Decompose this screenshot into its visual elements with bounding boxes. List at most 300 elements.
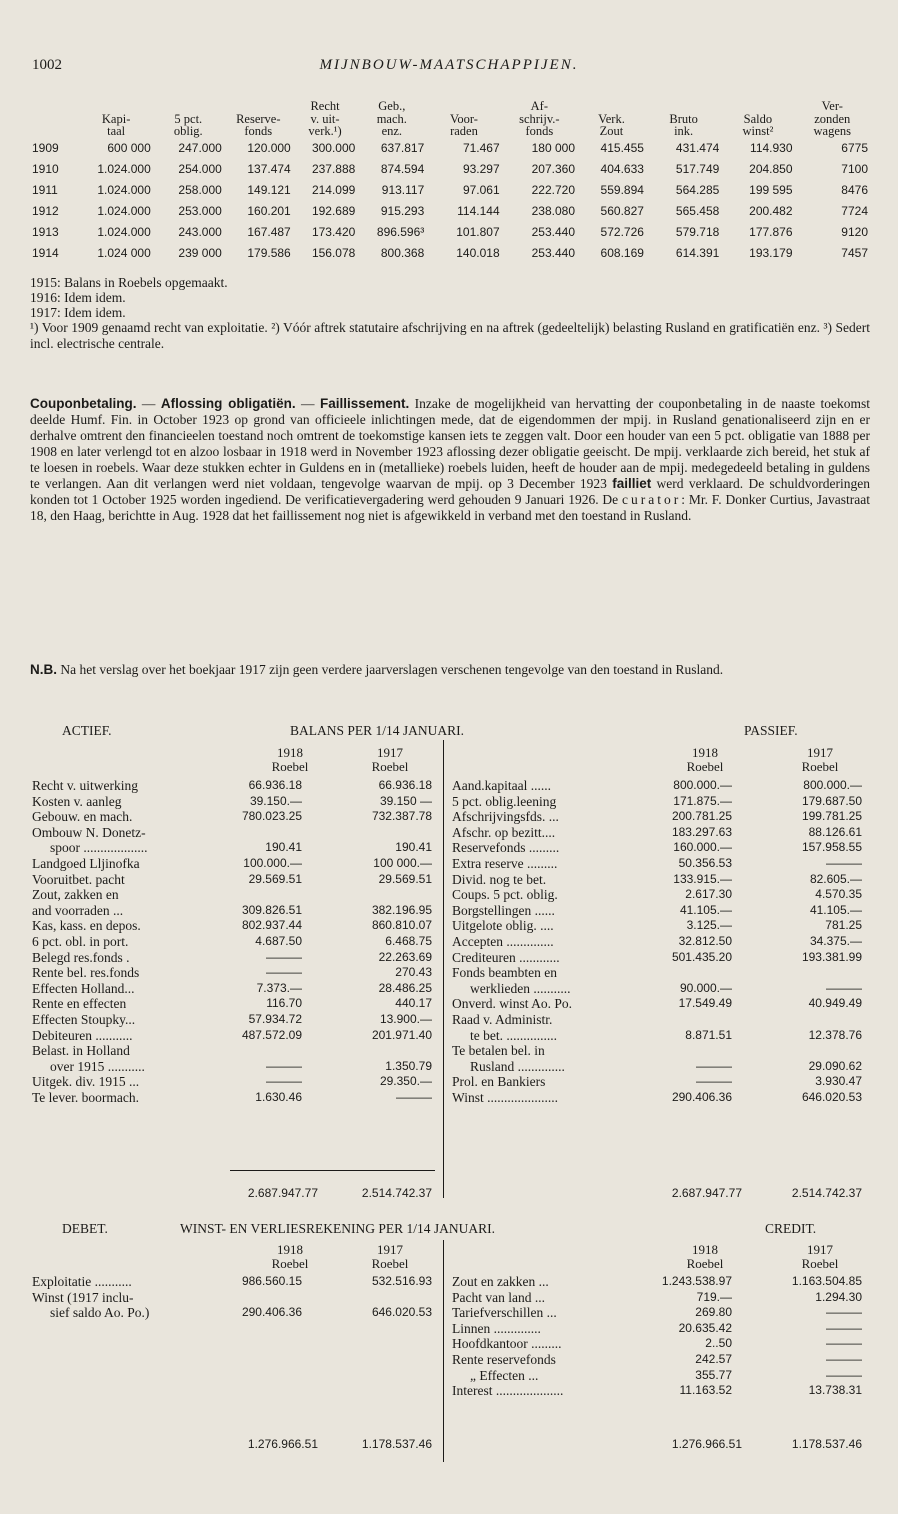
ledger-value-1917: ——— — [826, 1320, 862, 1335]
ledger-value-1918: 2.617.30 — [685, 887, 732, 902]
ledger-value-1918: 1.243.538.97 — [661, 1274, 732, 1288]
table-cell: 1.024.000 — [97, 224, 151, 239]
table-cell: 600 000 — [107, 140, 151, 155]
ledger-value-1917: 13.738.31 — [808, 1383, 862, 1398]
balance-divider — [443, 740, 444, 1198]
ledger-value-1918: 50.356.53 — [678, 855, 732, 870]
ledger-row — [452, 1384, 862, 1400]
ledger-value-1918: 3.125.— — [686, 918, 732, 933]
ledger-row — [452, 951, 862, 967]
ledger-row — [452, 873, 862, 889]
table-cell: 560.827 — [600, 203, 644, 218]
ledger-label: Aand.kapitaal ...... — [452, 778, 551, 793]
ledger-value-1918: 290.406.36 — [671, 1089, 732, 1104]
column-header: Recht v. uit- verk.¹) — [308, 99, 342, 138]
table-cell: 253.440 — [531, 245, 576, 260]
heading-aflossing: Aflossing obligatiën. — [160, 396, 296, 411]
balance-left-total-1917: 2.514.742.37 — [361, 1186, 432, 1200]
ledger-label: Winst ..................... — [452, 1089, 558, 1105]
column-header: Bruto ink. — [669, 111, 698, 138]
ledger-value-1917: ——— — [826, 1351, 862, 1366]
ledger-label: te bet. ............... — [470, 1027, 557, 1043]
ledger-row — [452, 904, 862, 920]
ledger-label: Rente reservefonds — [452, 1351, 556, 1367]
ledger-row — [452, 966, 862, 982]
ledger-value-1918: 4.687.50 — [255, 933, 302, 948]
ledger-row — [32, 1013, 432, 1029]
balance-left-total-rule — [230, 1170, 435, 1171]
ledger-row — [452, 841, 862, 857]
table-cell: 114.930 — [750, 140, 793, 155]
ledger-label: Ombouw N. Donetz- — [32, 824, 146, 840]
ledger-row — [452, 997, 862, 1013]
ledger-label: Belast. in Holland — [32, 1043, 130, 1059]
column-header: Kapi- taal — [101, 111, 131, 138]
ledger-value-1918: 780.023.25 — [241, 809, 302, 824]
debet-label: DEBET. — [62, 1221, 108, 1236]
table-cell: 156.078 — [311, 245, 356, 260]
ledger-label: Crediteuren ............ — [452, 949, 560, 965]
column-header: Voor- raden — [449, 111, 478, 138]
table-cell: 239 000 — [178, 245, 222, 260]
ledger-row — [32, 1044, 432, 1060]
ledger-value-1918: 2..50 — [705, 1336, 732, 1351]
table-cell: 114.144 — [457, 203, 500, 218]
ledger-value-1917: 13.900.— — [379, 1011, 432, 1026]
ledger-label: Divid. nog te bet. — [452, 871, 547, 887]
ledger-value-1918: 183.297.63 — [671, 824, 732, 839]
ledger-row — [452, 935, 862, 951]
pl-left-total-1917: 1.178.537.46 — [361, 1437, 432, 1451]
ledger-value-1917: 39.150 — — [379, 793, 432, 808]
year-cell: 1909 — [32, 140, 59, 155]
ledger-row — [452, 888, 862, 904]
ledger-label: werklieden ........... — [470, 980, 571, 996]
pl-title: WINST- EN VERLIESREKENING PER 1/14 JANUARI. — [180, 1221, 495, 1236]
ledger-label: Raad v. Administr. — [452, 1011, 553, 1027]
balance-liabilities — [452, 779, 862, 1106]
ledger-value-1918: 8.871.51 — [685, 1027, 732, 1042]
column-header: Geb., mach. enz. — [376, 99, 407, 138]
ledger-label: 6 pct. obl. in port. — [32, 933, 129, 949]
pl-credit-rows — [452, 1275, 862, 1400]
ledger-row — [452, 795, 862, 811]
table-row — [30, 180, 870, 201]
table-row — [30, 138, 870, 159]
column-header: Reserve- fonds — [236, 111, 281, 138]
ledger-label: Te betalen bel. in — [452, 1043, 545, 1059]
ledger-value-1918: 1.630.46 — [255, 1089, 302, 1104]
ledger-value-1918: 29.569.51 — [248, 871, 302, 886]
ledger-label: Zout, zakken en — [32, 887, 119, 903]
ledger-row — [32, 1029, 432, 1045]
ledger-value-1918: 501.435.20 — [671, 949, 732, 964]
ledger-value-1917: ——— — [826, 980, 862, 995]
table-cell: 193.179 — [749, 245, 793, 260]
ledger-value-1917: 1.350.79 — [385, 1058, 432, 1073]
ledger-label: Effecten Stoupky... — [32, 1011, 136, 1027]
ledger-value-1917: 29.090.62 — [808, 1058, 862, 1073]
ledger-value-1917: 28.486.25 — [378, 980, 432, 995]
ledger-label: Reservefonds ......... — [452, 840, 560, 856]
ledger-row — [32, 810, 432, 826]
table-cell: 8476 — [841, 182, 868, 197]
heading-faillissement: Faillissement. — [319, 396, 410, 411]
table-cell: 237.888 — [311, 161, 356, 176]
ledger-value-1918: 66.936.18 — [248, 778, 302, 792]
ledger-value-1917: 270.43 — [395, 965, 432, 980]
ledger-label: „ Effecten ... — [470, 1367, 539, 1383]
ledger-label: Extra reserve ......... — [452, 855, 558, 871]
ledger-label: Linnen .............. — [452, 1320, 541, 1336]
balance-left-total-1918: 2.687.947.77 — [247, 1186, 318, 1200]
ledger-value-1917: ——— — [826, 855, 862, 870]
balance-title: BALANS PER 1/14 JANUARI. — [290, 723, 465, 738]
year-note: 1917: Idem idem. — [30, 304, 126, 320]
table-cell: 200.482 — [749, 203, 793, 218]
ledger-value-1917: 3.930.47 — [815, 1074, 862, 1089]
ledger-value-1917: 157.958.55 — [801, 840, 862, 855]
table-cell: 431.474 — [675, 140, 720, 155]
ledger-row — [32, 841, 432, 857]
ledger-value-1918: ——— — [266, 1058, 302, 1073]
ledger-value-1917: ——— — [826, 1336, 862, 1351]
ledger-value-1917: 190.41 — [395, 840, 432, 855]
table-cell: 800.368 — [380, 245, 425, 260]
ledger-label: Exploitatie ........... — [32, 1274, 132, 1289]
balance-right-total-1917: 2.514.742.37 — [791, 1186, 862, 1200]
failliet-word: failliet — [612, 475, 652, 491]
ledger-label: Vooruitbet. pacht — [32, 871, 125, 887]
table-cell: 93.297 — [462, 161, 500, 176]
ledger-value-1917: 382.196.95 — [371, 902, 432, 917]
table-cell: 1.024.000 — [97, 161, 151, 176]
table-cell: 572.726 — [600, 224, 644, 239]
ledger-value-1918: ——— — [696, 1074, 732, 1089]
ledger-label: Rente en effecten — [32, 996, 127, 1012]
table-cell: 608.169 — [600, 245, 644, 260]
table-cell: 564.285 — [675, 182, 720, 197]
ledger-label: Tariefverschillen ... — [452, 1305, 557, 1321]
ledger-row — [32, 1075, 432, 1091]
column-header: Ver- zonden wagens — [813, 99, 852, 138]
heading-couponbetaling: Couponbetaling. — [30, 396, 137, 411]
table-cell: 238.080 — [531, 203, 576, 218]
ledger-value-1917: 800.000.— — [803, 778, 862, 792]
ledger-value-1917: 40.949.49 — [808, 996, 862, 1011]
paragraph-text: werd verklaard. De schuldvorderingen konden tot 1 October 1925 worden ingediend. De verificatievergadering werd gehouden 9 Januari 1926. De — [30, 475, 870, 507]
table-cell: 71.467 — [462, 140, 500, 155]
ledger-row — [452, 1369, 862, 1385]
ledger-value-1917: 100 000.— — [373, 855, 432, 870]
ledger-label: Effecten Holland... — [32, 980, 135, 996]
ledger-label: Prol. en Bankiers — [452, 1074, 546, 1090]
table-cell: 1.024.000 — [97, 203, 151, 218]
ledger-row — [452, 810, 862, 826]
ledger-value-1917: ——— — [826, 1367, 862, 1382]
table-cell: 247.000 — [178, 140, 222, 155]
pl-left-year1: 1918 Roebel — [271, 1242, 309, 1271]
ledger-label: Interest .................... — [452, 1383, 564, 1399]
ledger-value-1917: 860.810.07 — [371, 918, 432, 933]
ledger-value-1917: 12.378.76 — [808, 1027, 862, 1042]
ledger-row — [452, 1306, 862, 1322]
year-notes — [30, 276, 870, 321]
ledger-value-1918: 90.000.— — [679, 980, 732, 995]
curator-word: curator — [622, 491, 682, 507]
ledger-value-1917: ——— — [826, 1305, 862, 1320]
table-cell: 204.850 — [749, 161, 793, 176]
ledger-row — [452, 1029, 862, 1045]
pl-right-total-1917: 1.178.537.46 — [791, 1437, 862, 1451]
ledger-label: Afschr. op bezitt.... — [452, 824, 556, 840]
ledger-row — [32, 857, 432, 873]
ledger-label: over 1915 ........... — [50, 1058, 145, 1074]
ledger-row — [452, 826, 862, 842]
ledger-row — [452, 1091, 862, 1107]
balance-right-year1: 1918 Roebel — [686, 745, 724, 774]
running-title: MIJNBOUW-MAATSCHAPPIJEN. — [319, 57, 579, 73]
credit-label: CREDIT. — [765, 1221, 817, 1236]
ledger-value-1918: ——— — [266, 949, 302, 964]
balance-left-year2: 1917 Roebel — [371, 745, 409, 774]
balance-right-total-1918: 2.687.947.77 — [671, 1186, 742, 1200]
ledger-value-1918: ——— — [266, 965, 302, 980]
ledger-label: Pacht van land ... — [452, 1289, 545, 1305]
table-cell: 243.000 — [178, 224, 222, 239]
ledger-value-1918: 41.105.— — [679, 902, 732, 917]
table-cell: 160.201 — [247, 203, 291, 218]
ledger-label: 5 pct. oblig.leening — [452, 793, 557, 809]
year-cell: 1912 — [32, 203, 59, 218]
pl-right-total-1918: 1.276.966.51 — [671, 1437, 742, 1451]
ledger-label: Coups. 5 pct. oblig. — [452, 887, 558, 903]
ledger-row — [452, 1060, 862, 1076]
table-cell: 179.586 — [247, 245, 291, 260]
table-row — [30, 222, 870, 243]
ledger-value-1918: 290.406.36 — [241, 1305, 302, 1320]
ledger-value-1918: 32.812.50 — [678, 933, 732, 948]
ledger-value-1918: 57.934.72 — [248, 1011, 302, 1026]
ledger-value-1917: 29.350.— — [379, 1074, 432, 1089]
ledger-label: Gebouw. en mach. — [32, 809, 133, 825]
ledger-value-1917: 532.516.93 — [371, 1274, 432, 1288]
balance-left-year1: 1918 Roebel — [271, 745, 309, 774]
table-cell: 637.817 — [380, 140, 425, 155]
ledger-value-1917: 732.387.78 — [371, 809, 432, 824]
dash: — — [136, 396, 161, 411]
ledger-row — [32, 1291, 432, 1307]
table-cell: 6775 — [841, 140, 868, 155]
pl-right-year1: 1918 Roebel — [686, 1242, 724, 1271]
table-cell: 1.024 000 — [97, 245, 151, 260]
table-cell: 177.876 — [749, 224, 793, 239]
ledger-value-1917: 6.468.75 — [385, 933, 432, 948]
year-cell: 1913 — [32, 224, 59, 239]
ledger-label: Belegd res.fonds . — [32, 949, 130, 965]
table-cell: 874.594 — [380, 161, 425, 176]
ledger-row — [452, 1044, 862, 1060]
ledger-value-1918: 355.77 — [695, 1367, 732, 1382]
table-cell: 253.000 — [178, 203, 222, 218]
ledger-value-1918: 190.41 — [265, 840, 302, 855]
ledger-row — [32, 951, 432, 967]
ledger-value-1918: 100.000.— — [243, 855, 302, 870]
ledger-value-1918: 17.549.49 — [678, 996, 732, 1011]
ledger-label: Kosten v. aanleg — [32, 793, 122, 809]
ledger-row — [452, 1291, 862, 1307]
ledger-label: Afschrijvingsfds. ... — [452, 809, 559, 825]
ledger-value-1917: 29.569.51 — [378, 871, 432, 886]
ledger-value-1918: 242.57 — [695, 1351, 732, 1366]
table-cell: 7100 — [841, 161, 868, 176]
ledger-value-1917: 4.570.35 — [815, 887, 862, 902]
table-cell: 7457 — [841, 245, 868, 260]
paragraph-text: Inzake de mogelijkheid van hervatting der couponbetaling in de naaste toekomst deelde Humf. Fin. in October 1923 op grond van officieele inlichtingen mede, dat de eigendommen der mpij. in Rusland genationaliseerd zijn en er derhalve omtrent den financieelen toestand noch omtrent de toekomstige kansen iets te zeggen valt. Door een houder van een 5 pct. obligatie van 1888 per 1908 en later verlengd tot en alzoo losbaar in 1918 werd in November 1923 aflossing dezer obligatie geeischt. De mpij. verklaarde zich bereid, het stuk af te loesen in roebels. Waar deze stukken echter in Guldens en in (metallieke) roebels luiden, heeft de houder aan de mpij. medegedeeld betaling in guldens te verlangen. Aan dit verlangen werd niet voldaan, tengevolge waarvan de mpij. op 3 December 1923 — [30, 396, 870, 491]
year-note: 1915: Balans in Roebels opgemaakt. — [30, 275, 228, 290]
ledger-value-1917: 1.294.30 — [815, 1289, 862, 1304]
table-cell: 517.749 — [675, 161, 720, 176]
ledger-label: Accepten .............. — [452, 933, 554, 949]
ledger-value-1918: 309.826.51 — [241, 902, 302, 917]
ledger-label: spoor ................... — [50, 840, 148, 856]
ledger-label: Debiteuren ........... — [32, 1027, 133, 1043]
ledger-value-1918: 986.560.15 — [241, 1274, 302, 1288]
ledger-row — [452, 982, 862, 998]
ledger-label: Fonds beambten en — [452, 965, 557, 981]
year-cell: 1910 — [32, 161, 59, 176]
ledger-value-1917: 201.971.40 — [371, 1027, 432, 1042]
ledger-label: Te lever. boormach. — [32, 1089, 140, 1105]
footnotes: ¹) Voor 1909 genaamd recht van exploitatie. ²) Vóór aftrek statutaire afschrijving en na aftrek (gedeeltelijk) belasting Rusland en gratificatiën enz. ³) Sedert incl. electrische centrale. — [30, 320, 870, 351]
ledger-value-1918: ——— — [696, 1058, 732, 1073]
ledger-value-1917: 88.126.61 — [808, 824, 862, 839]
table-cell: 915.293 — [380, 203, 425, 218]
ledger-row — [452, 1275, 862, 1291]
year-cell: 1911 — [32, 182, 58, 197]
table-cell: 565.458 — [675, 203, 720, 218]
page-number: 1002 — [32, 57, 62, 73]
ledger-row — [32, 935, 432, 951]
column-header: Af- schrijv.- fonds — [519, 99, 560, 138]
ledger-value-1918: 11.163.52 — [679, 1383, 732, 1398]
ledger-value-1917: 193.381.99 — [801, 949, 862, 964]
ledger-row — [32, 1306, 432, 1322]
ledger-row — [452, 1337, 862, 1353]
table-cell: 207.360 — [531, 161, 576, 176]
table-row — [30, 201, 870, 222]
table-cell: 614.391 — [675, 245, 720, 260]
ledger-row — [452, 1353, 862, 1369]
table-cell: 258.000 — [178, 182, 222, 197]
ledger-row — [32, 966, 432, 982]
table-cell: 180 000 — [531, 140, 576, 155]
ledger-label: and voorraden ... — [32, 902, 124, 918]
actief-label: ACTIEF. — [62, 723, 112, 738]
ledger-label: Winst (1917 inclu- — [32, 1289, 134, 1305]
ledger-row — [32, 982, 432, 998]
ledger-row — [32, 888, 432, 904]
year-note: 1916: Idem idem. — [30, 289, 126, 305]
table-cell: 913.117 — [381, 182, 425, 197]
dash: — — [295, 396, 320, 411]
ledger-row — [32, 919, 432, 935]
column-header: 5 pct. oblig. — [173, 111, 203, 138]
table-cell: 140.018 — [456, 245, 500, 260]
balance-assets — [32, 779, 432, 1106]
table-cell: 7724 — [841, 203, 868, 218]
table-cell: 173.420 — [311, 224, 356, 239]
ledger-value-1918: 269.80 — [695, 1305, 732, 1320]
table-row — [30, 159, 870, 180]
table-cell: 214.099 — [311, 182, 356, 197]
ledger-label: Zout en zakken ... — [452, 1274, 549, 1289]
ledger-value-1917: 646.020.53 — [371, 1305, 432, 1320]
ledger-label: Hoofdkantoor ......... — [452, 1336, 562, 1352]
ledger-value-1917: 82.605.— — [809, 871, 862, 886]
ledger-value-1917: 41.105.— — [809, 902, 862, 917]
table-row — [30, 243, 870, 264]
ledger-value-1917: 199.781.25 — [801, 809, 862, 824]
ledger-label: Borgstellingen ...... — [452, 902, 555, 918]
table-cell: 199 595 — [749, 182, 793, 197]
ledger-row — [452, 1322, 862, 1338]
ledger-value-1917: 1.163.504.85 — [791, 1274, 862, 1288]
ledger-label: Uitgek. div. 1915 ... — [32, 1074, 140, 1090]
pl-left-total-1918: 1.276.966.51 — [247, 1437, 318, 1451]
ledger-label: Recht v. uitwerking — [32, 778, 138, 793]
table-cell: 254.000 — [178, 161, 222, 176]
ledger-value-1918: 160.000.— — [673, 840, 732, 855]
ledger-value-1918: 200.781.25 — [671, 809, 732, 824]
nb-label: N.B. — [30, 662, 57, 677]
table-cell: 253.440 — [531, 224, 576, 239]
ledger-value-1918: 487.572.09 — [241, 1027, 302, 1042]
ledger-value-1918: 171.875.— — [673, 793, 732, 808]
ledger-row — [32, 1091, 432, 1107]
table-cell: 896.596³ — [376, 224, 425, 239]
table-cell: 404.633 — [600, 161, 644, 176]
table-cell: 559.894 — [600, 182, 644, 197]
ledger-row — [32, 1060, 432, 1076]
ledger-value-1917: 22.263.69 — [378, 949, 432, 964]
ledger-row — [32, 873, 432, 889]
ledger-value-1918: 20.635.42 — [678, 1320, 732, 1335]
table-cell: 120.000 — [247, 140, 291, 155]
table-cell: 97.061 — [462, 182, 500, 197]
ledger-value-1918: 116.70 — [266, 996, 302, 1011]
ledger-value-1917: 34.375.— — [809, 933, 862, 948]
ledger-label: Onverd. winst Ao. Po. — [452, 996, 573, 1012]
balance-right-year2: 1917 Roebel — [801, 745, 839, 774]
ledger-value-1917: 440.17 — [395, 996, 432, 1011]
nb-text: Na het verslag over het boekjaar 1917 zijn geen verdere jaarverslagen verschenen tengevolge van den toestand in Rusland. — [57, 662, 724, 677]
ledger-row — [32, 904, 432, 920]
year-column-header — [30, 100, 80, 138]
table-cell: 137.474 — [247, 161, 291, 176]
ledger-value-1917: 646.020.53 — [801, 1089, 862, 1104]
ledger-value-1918: 133.915.— — [673, 871, 732, 886]
table-cell: 9120 — [841, 224, 868, 239]
ledger-value-1918: 719.— — [696, 1289, 732, 1304]
ledger-row — [32, 826, 432, 842]
ledger-row — [452, 1013, 862, 1029]
table-cell: 167.487 — [247, 224, 291, 239]
ledger-label: sief saldo Ao. Po.) — [50, 1305, 150, 1321]
coupon-paragraph — [30, 396, 870, 524]
ledger-label: Rusland .............. — [470, 1058, 565, 1074]
ledger-value-1917: 179.687.50 — [801, 793, 862, 808]
